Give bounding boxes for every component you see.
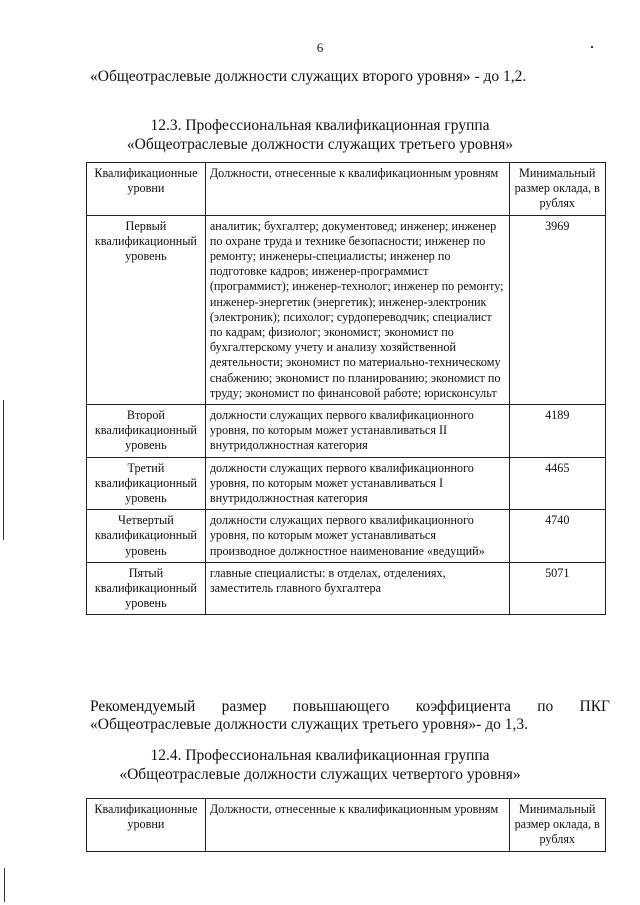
section-12-3-heading	[0, 116, 640, 154]
coefficient-line2: «Общеотраслевые должности служащих третьего уровня»- до 1,3.	[90, 716, 528, 733]
row-level: Четвертый квалификационный уровень	[87, 510, 206, 563]
row-salary: 5071	[509, 562, 606, 615]
qualification-table-third-level	[86, 162, 606, 615]
row-level: Пятый квалификационный уровень	[87, 562, 206, 615]
section-12-4-title-line1: 12.4. Профессиональная квалификационная группа	[150, 747, 490, 764]
table-row	[87, 405, 606, 458]
row-salary: 4740	[509, 510, 606, 563]
section-12-4-heading	[0, 746, 640, 784]
row-positions: аналитик; бухгалтер; документовед; инженер; инженер по охране труда и технике безопасности; инженер по ремонту; инженеры-специалисты; инженер по подготовке кадров; инженер-программист (программист); инженер-технолог; инженер по ремонту; инженер-энергетик (энергетик); инженер-электроник (электроник); психолог; сурдопереводчик; специалист по кадрам; физиолог; экономист; экономист по бухгалтерскому учету и анализу хозяйственной деятельности; экономист по материально-техническому снабжению; экономист по планированию; экономист по труду; экономист по финансовой работе; юрисконсульт	[205, 215, 509, 404]
table-header-row	[87, 799, 606, 852]
table-row	[87, 457, 606, 510]
intro-line: «Общеотраслевые должности служащих второго уровня» - до 1,2.	[90, 68, 527, 85]
row-positions: должности служащих первого квалификационного уровня, по которым может устанавливаться I внутридолжностная категория	[205, 457, 509, 510]
header-positions: Должности, отнесенные к квалификационным уровням	[205, 163, 509, 216]
row-level: Второй квалификационный уровень	[87, 405, 206, 458]
scan-speck	[591, 46, 593, 48]
header-qualification-levels: Квалификационные уровни	[87, 163, 206, 216]
header-min-salary: Минимальный размер оклада, в рублях	[509, 163, 606, 216]
table-header-row	[87, 163, 606, 216]
scan-margin-mark	[3, 400, 4, 540]
row-positions: главные специалисты: в отделах, отделениях, заместитель главного бухгалтера	[205, 562, 509, 615]
coefficient-line1: Рекомендуемый размер повышающего коэффициента по ПКГ	[90, 698, 610, 715]
row-salary: 4189	[509, 405, 606, 458]
row-salary: 4465	[509, 457, 606, 510]
section-12-4-title-line2: «Общеотраслевые должности служащих четвертого уровня»	[119, 766, 521, 783]
section-12-3-title-line1: 12.3. Профессиональная квалификационная группа	[150, 117, 490, 134]
header-positions: Должности, отнесенные к квалификационным уровням	[205, 799, 509, 852]
coefficient-paragraph	[90, 698, 610, 734]
row-positions: должности служащих первого квалификационного уровня, по которым может устанавливаться производное должностное наименование «ведущий»	[205, 510, 509, 563]
table-row	[87, 215, 606, 404]
section-12-3-title-line2: «Общеотраслевые должности служащих третьего уровня»	[126, 136, 514, 153]
row-positions: должности служащих первого квалификационного уровня, по которым может устанавливаться II внутридолжностная категория	[205, 405, 509, 458]
row-salary: 3969	[509, 215, 606, 404]
page-number: 6	[316, 40, 324, 55]
qualification-table-fourth-level	[86, 798, 606, 852]
row-level: Первый квалификационный уровень	[87, 215, 206, 404]
table-row	[87, 510, 606, 563]
header-min-salary: Минимальный размер оклада, в рублях	[509, 799, 606, 852]
row-level: Третий квалификационный уровень	[87, 457, 206, 510]
table-row	[87, 562, 606, 615]
header-qualification-levels: Квалификационные уровни	[87, 799, 206, 852]
scan-margin-mark	[4, 868, 5, 902]
